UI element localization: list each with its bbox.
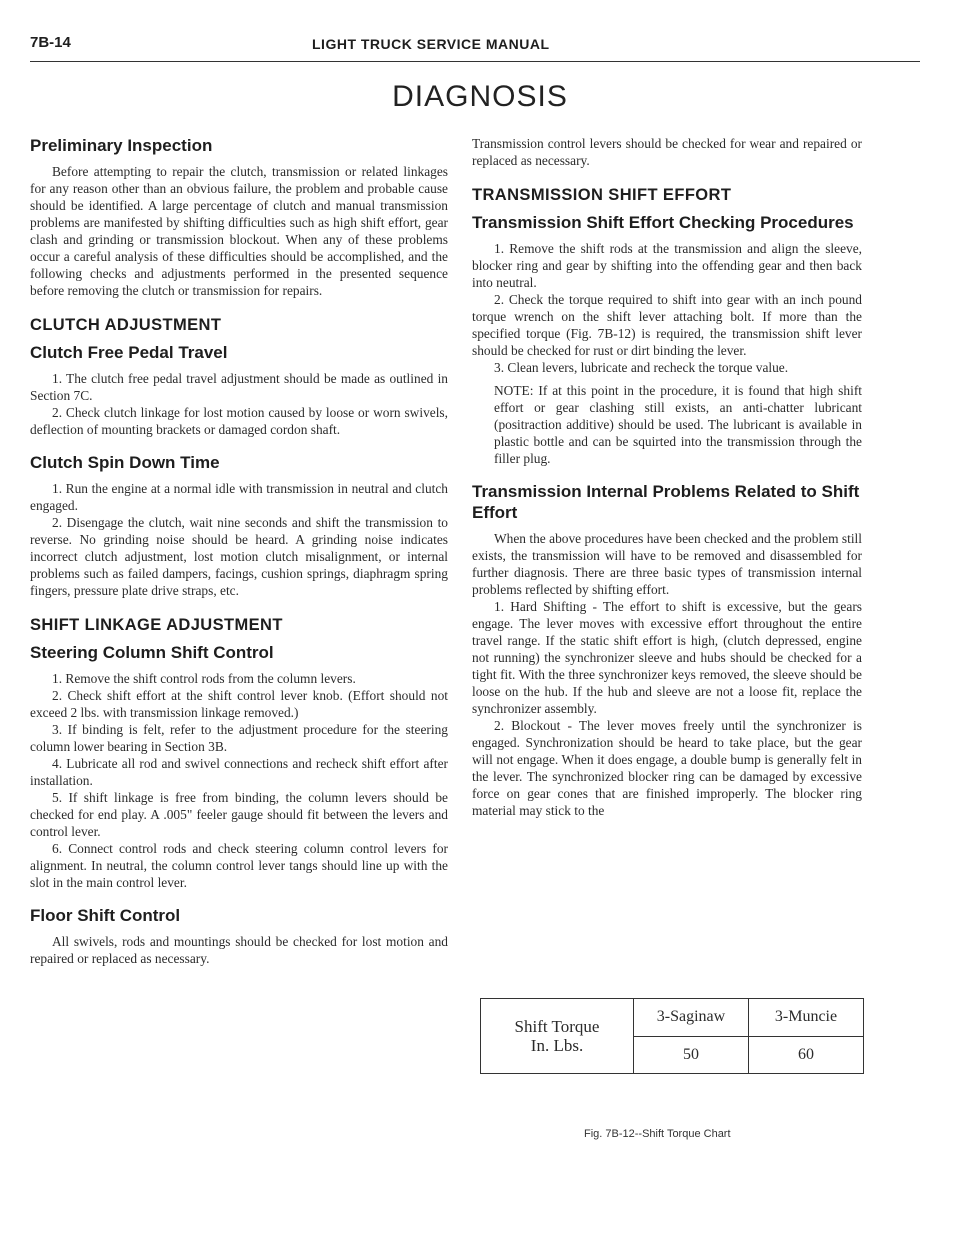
page-number: 7B-14 bbox=[30, 34, 71, 51]
running-title: LIGHT TRUCK SERVICE MANUAL bbox=[312, 36, 550, 52]
free-pedal-step-1: 1. The clutch free pedal travel adjustment should be made as outlined in Section 7C. bbox=[30, 371, 448, 403]
hard-shifting-text: 1. Hard Shifting - The effort to shift is excessive, but the gears engage. The lever moves with excessive effort throughout the entire travel range. If the static shift effort is high, (clutch depressed, engine not running) the synchronizer sleeve and hubs should be checked for a tight fit. With the three synchronizer keys removed, the sleeve should be loose on the hub. If the hub and sleeve are not a loose fit, replace the synchronizer assembly. bbox=[472, 599, 862, 716]
steering-step-6: 6. Connect control rods and check steering column control levers for alignment. In neutral, the column control lever tangs should line up with the slot in the main control lever. bbox=[30, 841, 448, 890]
shift-effort-checking-heading: Transmission Shift Effort Checking Procedures bbox=[472, 213, 854, 232]
preliminary-inspection-text: Before attempting to repair the clutch, transmission or related linkages for any reason other than an obvious failure, the problem and probable cause should be identified. A large percentage of clutch and manual transmission problems are manifested by shifting difficulties such as high shift effort, gear clash and grinding or transmission blockout. When any of these problems occur a careful analysis of these difficulties should be accomplished, and the following checks and adjustments performed in the presented sequence before removing the clutch or transmission for repairs. bbox=[30, 164, 448, 298]
clutch-spin-down-heading: Clutch Spin Down Time bbox=[30, 453, 220, 472]
floor-shift-text: All swivels, rods and mountings should be checked for lost motion and repaired or replaced as necessary. bbox=[30, 934, 448, 966]
torque-row-label bbox=[481, 999, 634, 1074]
checking-step-1: 1. Remove the shift rods at the transmission and align the sleeve, blocker ring and gear by shifting into the offending gear and then back into neutral. bbox=[472, 241, 862, 290]
header-rule bbox=[30, 61, 920, 62]
checking-step-3: 3. Clean levers, lubricate and recheck the torque value. bbox=[494, 360, 789, 375]
page-header bbox=[30, 34, 920, 64]
page-title: DIAGNOSIS bbox=[392, 80, 568, 113]
control-levers-text: Transmission control levers should be checked for wear and repaired or replaced as necessary. bbox=[472, 136, 862, 168]
floor-shift-heading: Floor Shift Control bbox=[30, 906, 181, 925]
clutch-free-pedal-heading: Clutch Free Pedal Travel bbox=[30, 343, 228, 362]
steering-column-heading: Steering Column Shift Control bbox=[30, 643, 274, 662]
internal-problems-intro: When the above procedures have been checked and the problem still exists, the transmission will have to be removed and disassembled for further diagnosis. There are three basic types of transmission internal problems reflected by shifting effort. bbox=[472, 531, 862, 597]
right-column bbox=[472, 135, 862, 819]
checking-step-2: 2. Check the torque required to shift into gear with an inch pound torque wrench on the shift lever attaching bolt. If more than the specified torque (Fig. 7B-12) is required, the transmission shift lever should be checked for rust or dirt binding the lever. bbox=[472, 292, 862, 358]
torque-label-line2: In. Lbs. bbox=[530, 1036, 584, 1055]
clutch-adjustment-heading: CLUTCH ADJUSTMENT bbox=[30, 316, 222, 334]
steering-step-1: 1. Remove the shift control rods from the column levers. bbox=[52, 671, 356, 686]
steering-step-3: 3. If binding is felt, refer to the adjustment procedure for the steering column lower bearing in Section 3B. bbox=[30, 722, 448, 754]
shift-effort-heading: TRANSMISSION SHIFT EFFORT bbox=[472, 186, 732, 204]
shift-torque-chart bbox=[480, 998, 864, 1074]
figure-caption: Fig. 7B-12--Shift Torque Chart bbox=[584, 1128, 731, 1140]
muncie-value: 60 bbox=[749, 1036, 864, 1074]
torque-label-line1: Shift Torque bbox=[514, 1017, 600, 1036]
saginaw-value: 50 bbox=[634, 1036, 749, 1074]
steering-step-5: 5. If shift linkage is free from binding, the column levers should be checked for end play. A .005" feeler gauge should fit between the levers and control lever. bbox=[30, 790, 448, 839]
internal-problems-heading: Transmission Internal Problems Related to Shift Effort bbox=[472, 482, 860, 522]
saginaw-header: 3-Saginaw bbox=[634, 999, 749, 1037]
muncie-header: 3-Muncie bbox=[749, 999, 864, 1037]
free-pedal-step-2: 2. Check clutch linkage for lost motion caused by loose or worn swivels, deflection of mounting brackets or damaged cordon shaft. bbox=[30, 405, 448, 437]
blockout-text: 2. Blockout - The lever moves freely until the synchronizer is engaged. Synchronization should be heard to take place, but the gear will not engage. When it does engage, a double bump is generally felt in the lever. The synchronized blocker ring can be damaged by excessive force on gear cones that are finished improperly. The blocker ring material may stick to the bbox=[472, 718, 862, 818]
steering-step-4: 4. Lubricate all rod and swivel connections and recheck shift effort after installation. bbox=[30, 756, 448, 788]
spin-down-step-1: 1. Run the engine at a normal idle with transmission in neutral and clutch engaged. bbox=[30, 481, 448, 513]
note-text: NOTE: If at this point in the procedure, it is found that high shift effort or gear clashing still exists, an anti-chatter lubricant (positraction additive) should be used. The lubricant is available in plastic bottle and can be squirted into the transmission through the filler plug. bbox=[494, 383, 862, 466]
preliminary-inspection-heading: Preliminary Inspection bbox=[30, 136, 213, 155]
spin-down-step-2: 2. Disengage the clutch, wait nine seconds and shift the transmission to reverse. No grinding noise should be heard. A grinding noise indicates incorrect clutch adjustment, lost motion clutch misalignment, or internal problems such as failed dampers, facings, cushion springs, diaphragm spring fingers, pressure plate drive straps, etc. bbox=[30, 515, 448, 598]
shift-linkage-heading: SHIFT LINKAGE ADJUSTMENT bbox=[30, 616, 283, 634]
steering-step-2: 2. Check shift effort at the shift control lever knob. (Effort should not exceed 2 lbs. with transmission linkage removed.) bbox=[30, 688, 448, 720]
left-column bbox=[30, 135, 448, 967]
